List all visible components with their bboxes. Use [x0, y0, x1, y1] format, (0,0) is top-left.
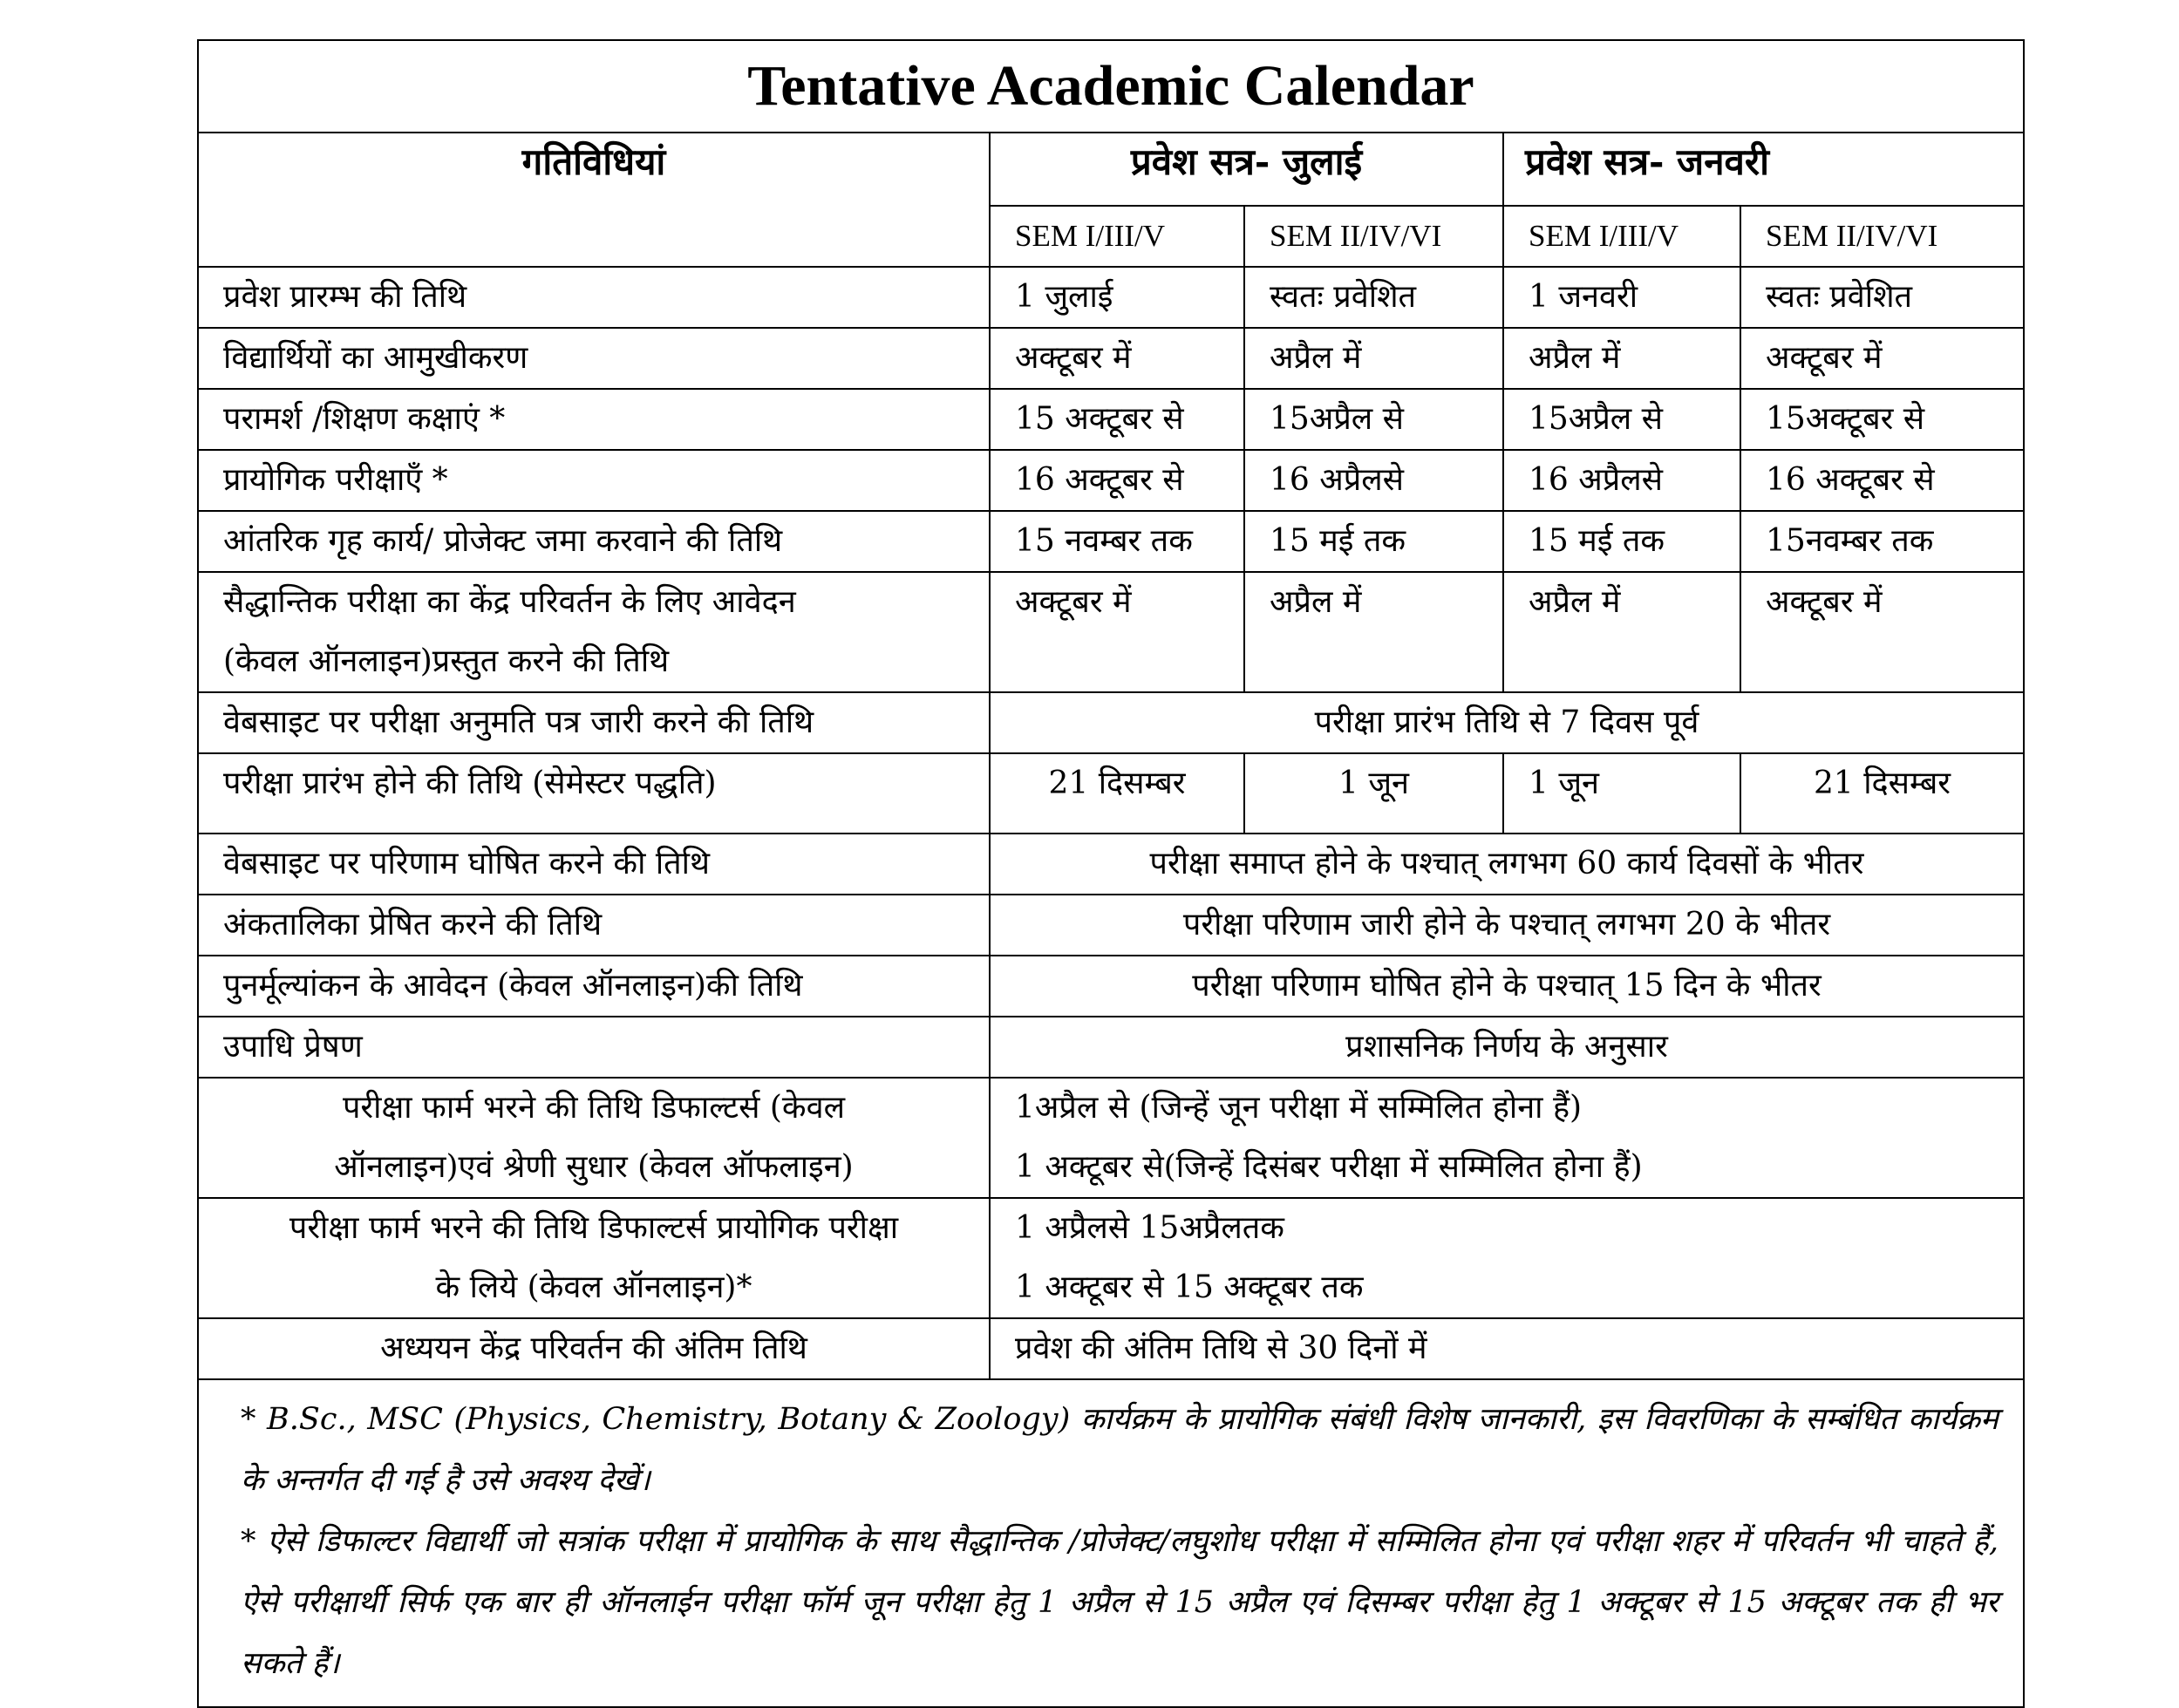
value-cell: 15 अक्टूबर से — [990, 389, 1244, 450]
value-cell: 15अप्रैल से — [1244, 389, 1503, 450]
value-cell: 15नवम्बर तक — [1740, 511, 2024, 572]
note-2: * ऐसे डिफाल्टर विद्यार्थी जो सत्रांक परीक्षा में प्रायोगिक के साथ सैद्धान्तिक /प्रोजेक्ट/लघुशोध परीक्षा में सम्मिलित होना एवं परीक्षा शहर में परिवर्तन भी चाहते हैं, ऐसे परीक्षार्थी सिर्फ एक बार ही ऑनलाईन परीक्षा फॉर्म जून परीक्षा हेतु 1 अप्रैल से 15 अप्रैल एवं दिसम्बर परीक्षा हेतु 1 अक्टूबर से 15 अक्टूबर तक ही भर सकते हैं। — [241, 1524, 1999, 1681]
table-row — [198, 572, 2024, 692]
value-cell: अक्टूबर में — [990, 572, 1244, 692]
value-cell: 16 अक्टूबर से — [1740, 450, 2024, 511]
table-row — [198, 956, 2024, 1017]
header-row — [198, 133, 2024, 206]
value-cell: अक्टूबर में — [1740, 328, 2024, 389]
table-row — [198, 1078, 2024, 1198]
table-row — [198, 450, 2024, 511]
table-row — [198, 511, 2024, 572]
value-cell: 16 अक्टूबर से — [990, 450, 1244, 511]
activity-cell — [198, 1078, 990, 1198]
activity-cell: अंकतालिका प्रेषित करने की तिथि — [198, 895, 990, 956]
activity-cell: उपाधि प्रेषण — [198, 1017, 990, 1078]
activity-cell: आंतरिक गृह कार्य/ प्रोजेक्ट जमा करवाने की तिथि — [198, 511, 990, 572]
activity-cell: प्रवेश प्रारम्भ की तिथि — [198, 267, 990, 328]
sem-odd-jan: SEM I/III/V — [1503, 206, 1740, 267]
activity-line: परीक्षा फार्म भरने की तिथि डिफाल्टर्स (केवल — [342, 1090, 845, 1126]
activity-line: (केवल ऑनलाइन)प्रस्तुत करने की तिथि — [223, 643, 670, 679]
value-cell: 1 जनवरी — [1503, 267, 1740, 328]
value-cell: अप्रैल में — [1503, 328, 1740, 389]
table-row — [198, 267, 2024, 328]
value-line: 1 अक्टूबर से(जिन्हें दिसंबर परीक्षा में सम्मिलित होना हैं) — [1015, 1149, 1643, 1185]
activity-cell — [198, 572, 990, 692]
activity-cell: वेबसाइट पर परीक्षा अनुमति पत्र जारी करने की तिथि — [198, 692, 990, 753]
activity-cell: विद्यार्थियों का आमुखीकरण — [198, 328, 990, 389]
activity-cell: प्रायोगिक परीक्षाएँ * — [198, 450, 990, 511]
value-cell: 21 दिसम्बर — [990, 753, 1244, 834]
table-row — [198, 1318, 2024, 1379]
activity-cell: परीक्षा प्रारंभ होने की तिथि (सेमेस्टर पद्धति) — [198, 753, 990, 834]
activity-line: के लिये (केवल ऑनलाइन)* — [435, 1269, 752, 1305]
value-cell: 21 दिसम्बर — [1740, 753, 2024, 834]
sem-even-july: SEM II/IV/VI — [1244, 206, 1503, 267]
session-july-header: प्रवेश सत्र- जुलाई — [990, 133, 1503, 206]
value-cell: परीक्षा प्रारंभ तिथि से 7 दिवस पूर्व — [990, 692, 2024, 753]
sem-even-jan: SEM II/IV/VI — [1740, 206, 2024, 267]
value-cell: प्रवेश की अंतिम तिथि से 30 दिनों में — [990, 1318, 2024, 1379]
table-row — [198, 834, 2024, 895]
table-row — [198, 1198, 2024, 1318]
activity-line: सैद्धान्तिक परीक्षा का केंद्र परिवर्तन के लिए आवेदन — [223, 584, 796, 620]
page-title: Tentative Academic Calendar — [198, 40, 2024, 133]
notes-row — [198, 1379, 2024, 1707]
table-row — [198, 753, 2024, 834]
value-line: 1अप्रैल से (जिन्हें जून परीक्षा में सम्मिलित होना हैं) — [1015, 1090, 1583, 1126]
value-line: 1 अक्टूबर से 15 अक्टूबर तक — [1015, 1269, 1364, 1305]
value-cell: 1 जून — [1503, 753, 1740, 834]
activity-cell: परामर्श /शिक्षण कक्षाएं * — [198, 389, 990, 450]
activity-cell — [198, 1198, 990, 1318]
value-cell: 15 मई तक — [1244, 511, 1503, 572]
value-cell: 1 जून — [1244, 753, 1503, 834]
table-row — [198, 895, 2024, 956]
value-cell: स्वतः प्रवेशित — [1244, 267, 1503, 328]
value-cell: अप्रैल में — [1244, 572, 1503, 692]
value-cell: 15 नवम्बर तक — [990, 511, 1244, 572]
value-cell: परीक्षा परिणाम घोषित होने के पश्चात् 15 दिन के भीतर — [990, 956, 2024, 1017]
activity-line: परीक्षा फार्म भरने की तिथि डिफाल्टर्स प्रायोगिक परीक्षा — [289, 1210, 899, 1246]
value-cell: 16 अप्रैलसे — [1503, 450, 1740, 511]
activities-header: गतिविधियां — [198, 133, 990, 267]
value-cell: अक्टूबर में — [1740, 572, 2024, 692]
value-cell — [990, 1198, 2024, 1318]
value-cell: अक्टूबर में — [990, 328, 1244, 389]
notes-cell — [198, 1379, 2024, 1707]
value-cell: स्वतः प्रवेशित — [1740, 267, 2024, 328]
value-cell: 15 मई तक — [1503, 511, 1740, 572]
value-cell: प्रशासनिक निर्णय के अनुसार — [990, 1017, 2024, 1078]
activity-line: ऑनलाइन)एवं श्रेणी सुधार (केवल ऑफलाइन) — [334, 1149, 854, 1185]
activity-cell: वेबसाइट पर परिणाम घोषित करने की तिथि — [198, 834, 990, 895]
academic-calendar-table — [197, 39, 2025, 1708]
value-line: 1 अप्रैलसे 15अप्रैलतक — [1015, 1210, 1284, 1246]
value-cell: 1 जुलाई — [990, 267, 1244, 328]
activity-cell: अध्ययन केंद्र परिवर्तन की अंतिम तिथि — [198, 1318, 990, 1379]
table-row — [198, 389, 2024, 450]
table-row — [198, 328, 2024, 389]
value-cell: 15अप्रैल से — [1503, 389, 1740, 450]
session-jan-header: प्रवेश सत्र- जनवरी — [1503, 133, 2024, 206]
value-cell: अप्रैल में — [1244, 328, 1503, 389]
table-row — [198, 1017, 2024, 1078]
value-cell: 16 अप्रैलसे — [1244, 450, 1503, 511]
value-cell: 15अक्टूबर से — [1740, 389, 2024, 450]
value-cell: अप्रैल में — [1503, 572, 1740, 692]
value-cell: परीक्षा परिणाम जारी होने के पश्चात् लगभग 20 के भीतर — [990, 895, 2024, 956]
sem-odd-july: SEM I/III/V — [990, 206, 1244, 267]
value-cell: परीक्षा समाप्त होने के पश्चात् लगभग 60 कार्य दिवसों के भीतर — [990, 834, 2024, 895]
value-cell — [990, 1078, 2024, 1198]
title-row — [198, 40, 2024, 133]
activity-cell: पुनर्मूल्यांकन के आवेदन (केवल ऑनलाइन)की तिथि — [198, 956, 990, 1017]
note-1: * B.Sc., MSC (Physics, Chemistry, Botany & Zoology) कार्यक्रम के प्रायोगिक संबंधी विशेष जानकारी, इस विवरणिका के सम्बंधित कार्यक्रम के अन्तर्गत दी गई है उसे अवश्य देखें। — [241, 1402, 1999, 1498]
table-row — [198, 692, 2024, 753]
